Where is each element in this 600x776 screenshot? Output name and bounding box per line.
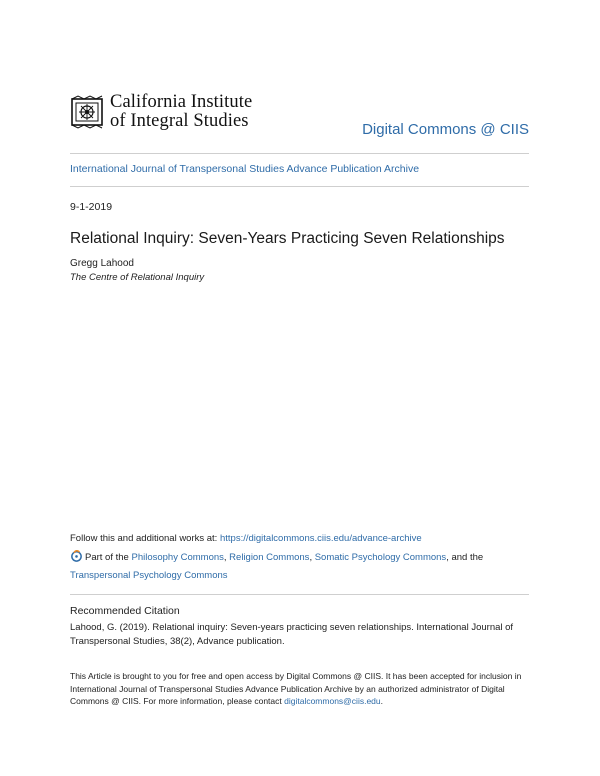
- ciis-seal-icon: [70, 95, 104, 129]
- philosophy-commons-link[interactable]: Philosophy Commons: [131, 552, 224, 563]
- part-of-line: [70, 549, 530, 585]
- journal-link[interactable]: International Journal of Transpersonal Studies Advance Publication Archive: [70, 163, 420, 175]
- part-of-sep2: ,: [309, 552, 315, 563]
- author-name: Gregg Lahood: [70, 258, 134, 269]
- contact-email-link[interactable]: digitalcommons@ciis.edu: [284, 696, 381, 706]
- access-footer: [70, 670, 530, 708]
- institution-name: [110, 93, 252, 131]
- footer-text: This Article is brought to you for free and open access by Digital Commons @ CIIS. It has been accepted for inclusion in International Journal of Transpersonal Studies Advance Publication Archive by an authorized administrator of Digital Commons @ CIIS. For more information, please contact: [70, 671, 522, 706]
- institution-name-line1: California Institute: [110, 92, 253, 112]
- advance-archive-link[interactable]: https://digitalcommons.ciis.edu/advance-archive: [219, 533, 422, 544]
- divider-citation: [70, 594, 529, 595]
- transpersonal-psychology-commons-link[interactable]: Transpersonal Psychology Commons: [70, 570, 228, 581]
- publication-date: 9-1-2019: [70, 201, 113, 213]
- religion-commons-link[interactable]: Religion Commons: [229, 552, 310, 563]
- digital-commons-link[interactable]: Digital Commons @ CIIS: [362, 121, 529, 138]
- somatic-psychology-commons-link[interactable]: Somatic Psychology Commons: [314, 552, 447, 563]
- footer-end: .: [380, 696, 384, 706]
- divider-top: [70, 153, 529, 154]
- article-title: Relational Inquiry: Seven-Years Practicing Seven Relationships: [70, 230, 505, 247]
- recommended-citation-text: Lahood, G. (2019). Relational inquiry: Seven-years practicing seven relationships. International Journal of Transpersonal Studies, 38(2), Advance publication.: [70, 622, 514, 647]
- ciis-logo: [70, 93, 252, 131]
- divider-journal: [70, 186, 529, 187]
- follow-line: [70, 533, 422, 544]
- part-of-prefix: Part of the: [85, 552, 132, 563]
- recommended-citation-heading: Recommended Citation: [70, 605, 180, 617]
- institution-name-line2: of Integral Studies: [110, 111, 249, 131]
- part-of-sep3: , and the: [446, 552, 484, 563]
- author-affiliation: The Centre of Relational Inquiry: [70, 272, 205, 283]
- part-of-sep1: ,: [223, 552, 230, 563]
- open-access-icon: [70, 549, 83, 562]
- follow-prefix: Follow this and additional works at:: [70, 533, 220, 544]
